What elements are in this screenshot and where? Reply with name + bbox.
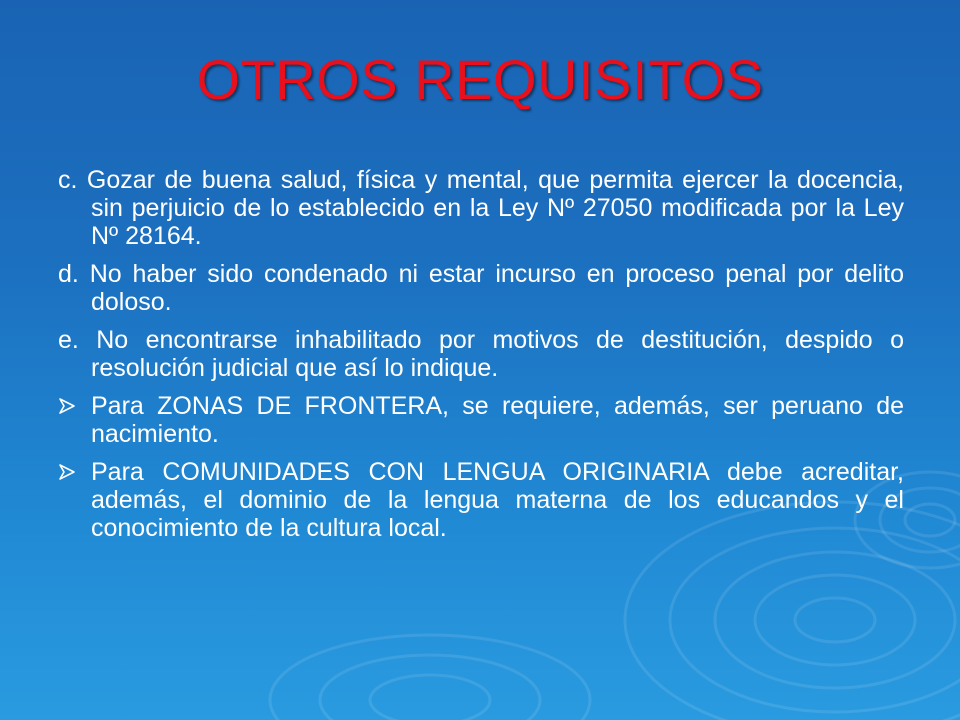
- list-item-e: [58, 326, 904, 382]
- slide-title: OTROS REQUISITOS: [196, 48, 764, 111]
- list-item-c: [58, 166, 904, 250]
- arrow-bullet-icon: [58, 463, 76, 481]
- list-item-text: d. No haber sido condenado ni estar incurso en proceso penal por delito doloso.: [58, 260, 904, 316]
- bullet-item-comunidades: [58, 458, 904, 542]
- list-item-text: e. No encontrarse inhabilitado por motivos de destitución, despido o resolución judicial que así lo indique.: [58, 326, 904, 382]
- arrow-bullet-icon: [58, 397, 76, 415]
- bullet-item-frontera: [58, 392, 904, 448]
- list-item-d: [58, 260, 904, 316]
- list-item-text: Para ZONAS DE FRONTERA, se requiere, además, ser peruano de nacimiento.: [91, 392, 904, 448]
- list-item-text: Para COMUNIDADES CON LENGUA ORIGINARIA debe acreditar, además, el dominio de la lengua materna de los educandos y el conocimiento de la cultura local.: [91, 458, 904, 542]
- content-list: [58, 166, 904, 552]
- list-item-text: c. Gozar de buena salud, física y mental, que permita ejercer la docencia, sin perjuicio de lo establecido en la Ley Nº 27050 modificada por la Ley Nº 28164.: [58, 166, 904, 250]
